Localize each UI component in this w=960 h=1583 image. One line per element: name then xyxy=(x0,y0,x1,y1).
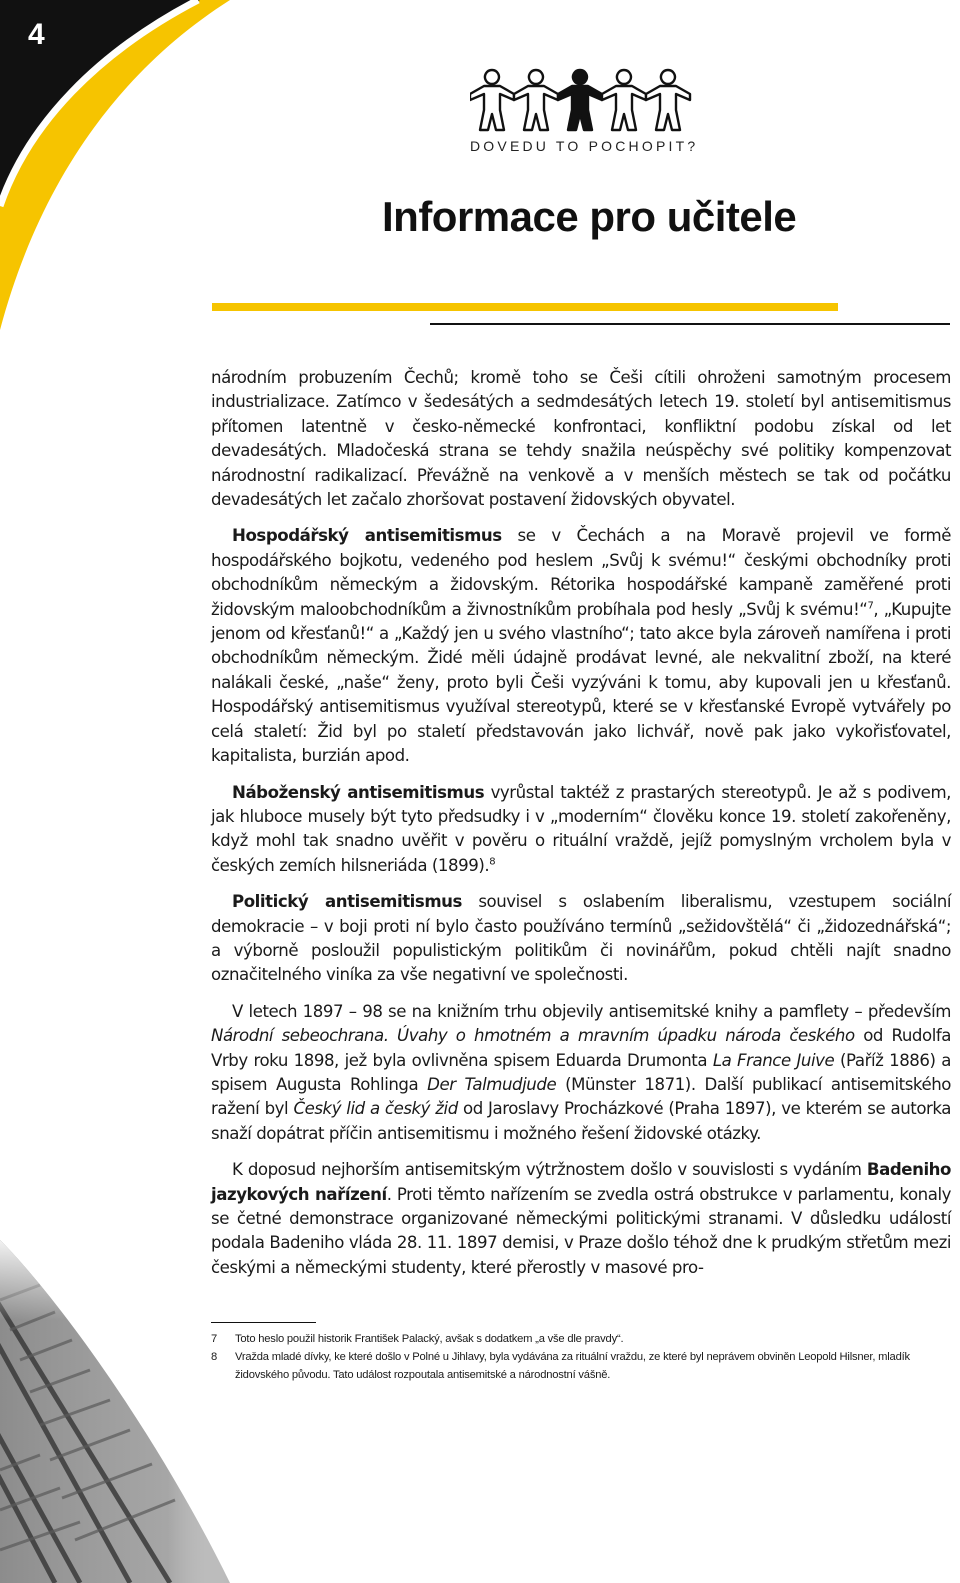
text-run: národním probuzením Čechů; kromě toho se Češi cítili ohroženi samotným procesem industrializace. Zatímco v šedesátých a sedmdesátých letech 19. století byl antisemitismus přítomen latentně v česko-německé konfrontaci, konfliktní podobu získal od let devadesátých. Mladočeská strana se tehdy snažila neúspěchy své politiky kompenzovat národnostní radikalizací. Převážně na venkově a v menších městech se tak od počátku devadesátých let začalo zhoršovat postavení židovských obyvatel. xyxy=(211,368,951,510)
footnote-ref: 7 xyxy=(867,600,874,612)
footnote xyxy=(211,1348,941,1384)
figure-outline xyxy=(470,70,514,130)
bold-term: Politický antisemitismus xyxy=(232,892,462,912)
paragraph xyxy=(211,1158,951,1280)
title-underline-yellow xyxy=(212,303,838,311)
text-run: K doposud nejhorším antisemitským výtržnostem došlo v souvislosti s vydáním xyxy=(232,1160,867,1180)
body-text xyxy=(211,366,951,1292)
footnote xyxy=(211,1330,941,1348)
figure-filled xyxy=(558,70,602,130)
logo-tagline: DOVEDU TO POCHOPIT? xyxy=(470,138,699,154)
paragraph xyxy=(211,524,951,768)
railway-photo xyxy=(0,1230,240,1583)
text-run: , „Kupujte jenom od křesťanů!“ a „Každý jen u svého vlastního“; tato akce byla zároveň namířena i proti obchodníkům německým. Židé měli údajně prodávat levné, ale nekvalitní zboží, na které nalákali české, „naše“ ženy, proto byli Češi vyzýváni k tomu, aby kupovali jen u křesťanů. Hospodářský antisemitismus využíval stereotypů, které se v křesťanské Evropě vytvářely po celá staletí: Žid byl po staletí představován jako lichvář, nově pak jako vykořisťovatel, kapitalista, burzián apod. xyxy=(211,599,951,766)
italic-title: La France Juive xyxy=(712,1050,835,1070)
footnote-ref: 8 xyxy=(489,856,496,868)
footnote-text: Toto heslo použil historik František Palacký, avšak s dodatkem „a vše dle pravdy“. xyxy=(235,1333,624,1345)
footnote-number: 7 xyxy=(211,1333,218,1345)
page-number: 4 xyxy=(28,18,45,51)
paper-chain-people-icon xyxy=(470,66,692,132)
figure-outline xyxy=(602,70,646,130)
italic-title: Der Talmudjude xyxy=(427,1074,557,1094)
paragraph xyxy=(211,366,951,512)
bold-term: Hospodářský antisemitismus xyxy=(232,526,502,546)
page-title: Informace pro učitele xyxy=(382,193,797,240)
title-underline-black xyxy=(430,323,950,325)
figure-outline xyxy=(514,70,558,130)
logo xyxy=(470,66,699,154)
italic-title: Národní sebeochrana. Úvahy o hmotném a mravním úpadku národa českého xyxy=(211,1026,855,1046)
paragraph xyxy=(211,1000,951,1146)
footnotes xyxy=(211,1330,941,1384)
italic-title: Český lid a český žid xyxy=(293,1099,458,1119)
text-run: souvisel s oslabením liberalismu, vzestupem sociální demokracie – v boji proti ní bylo často používáno termínů „sežidovštělá“ či „židozednářská“; a výborně posloužil populistickým politikům či novinářům, pokud chtěli najít snadno označitelného viníka za vše negativní ve společnosti. xyxy=(211,892,951,985)
footnote-text: Vražda mladé dívky, ke které došlo v Polné u Jihlavy, byla vydávána za rituální vraždu, ze které byl neprávem obviněn Leopold Hilsner, mladík židovského původu. Tato událost rozpoutala antisemitské a národnostní vášně. xyxy=(235,1351,910,1381)
text-run: (Münster 1871). Další publikací antisemitského ražení byl xyxy=(211,1074,951,1119)
footnote-number: 8 xyxy=(211,1351,218,1363)
text-run: se v Čechách a na Moravě projevil ve formě hospodářského bojkotu, vedeného pod heslem „Svůj k svému!“ českými obchodníky proti obchodníkům německým a židovským. Rétorika hospodářské kampaně zaměřené proti židovským maloobchodníkům a živnostníkům probíhala pod hesly „Svůj k svému!“ xyxy=(211,526,951,619)
paragraph xyxy=(211,781,951,879)
paragraph xyxy=(211,890,951,988)
bold-term: Badeniho jazykových nařízení xyxy=(211,1160,951,1204)
bold-term: Náboženský antisemitismus xyxy=(232,782,485,802)
text-run: od Jaroslavy Procházkové (Praha 1897), ve kterém se autorka snaží dopátrat příčin antisemitismu i možného řešení židovské otázky. xyxy=(211,1099,951,1143)
figure-outline xyxy=(646,70,690,130)
text-run: od Rudolfa Vrby roku 1898, jež byla ovlivněna spisem Eduarda Drumonta xyxy=(211,1026,951,1070)
text-run: . Proti těmto nařízením se zvedla ostrá obstrukce v parlamentu, konaly se četné demonstrace organizované německými politickými stranami. V důsledku událostí podala Badeniho vláda 28. 11. 1897 demisi, v Praze došlo téhož dne k prudkým střetům mezi českými a německými studenty, které přerostly v masové pro- xyxy=(211,1184,952,1277)
text-run: V letech 1897 – 98 se na knižním trhu objevily antisemitské knihy a pamflety – především xyxy=(232,1001,951,1021)
corner-swoosh xyxy=(0,0,400,400)
footnote-separator xyxy=(211,1322,316,1323)
text-run: vyrůstal taktéž z prastarých stereotypů. Je až s podivem, jak hluboce musely být tyto předsudky i v „moderním“ člověku konce 19. století zakořeněny, když mohl tak snadno uvěřit v pověru o rituální vraždě, jejíž pomyslným vrcholem byla v českých zemích hilsneriáda (1899). xyxy=(211,782,951,875)
text-run: (Paříž 1886) a spisem Augusta Rohlinga xyxy=(211,1050,951,1094)
